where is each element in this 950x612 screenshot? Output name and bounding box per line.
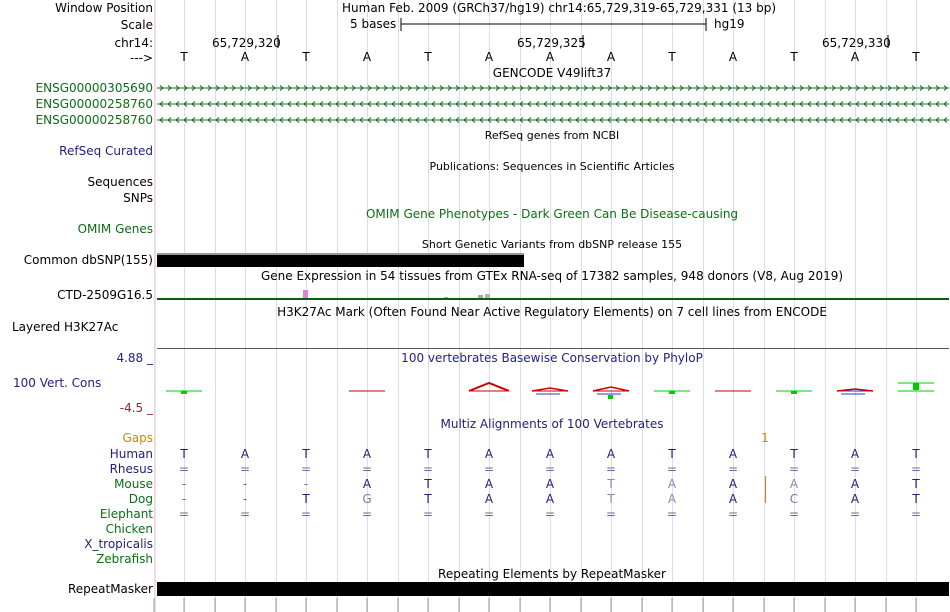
alignment-base: A [850, 447, 860, 461]
sequences-track-label[interactable]: Sequences [87, 175, 153, 189]
repeatmasker-track-title: Repeating Elements by RepeatMasker [438, 567, 666, 581]
alignment-base: = [422, 507, 434, 521]
species-label[interactable]: Zebrafish [96, 552, 153, 566]
alignment-base: = [178, 462, 190, 476]
reference-base: A [484, 50, 494, 64]
phylop-track-label[interactable]: 100 Vert. Cons [13, 376, 102, 390]
alignment-base: A [545, 447, 555, 461]
alignment-base: = [849, 507, 861, 521]
gencode-item-label[interactable]: ENSG00000305690 [35, 81, 153, 95]
alignment-base: T [180, 447, 188, 461]
reference-base: A [240, 50, 250, 64]
gap-count-marker: 1 [761, 431, 769, 445]
strand-arrow-label: ---> [129, 51, 153, 65]
chrom-label: chr14: [114, 36, 153, 50]
phylop-track-title: 100 vertebrates Basewise Conservation by PhyloP [401, 351, 703, 365]
alignment-base: = [300, 507, 312, 521]
alignment-base: T [302, 492, 310, 506]
alignment-base: T [424, 447, 432, 461]
species-label[interactable]: Elephant [99, 507, 153, 521]
alignment-base: = [849, 462, 861, 476]
alignment-base: = [483, 507, 495, 521]
alignment-base: T [424, 477, 432, 491]
alignment-base: T [912, 477, 920, 491]
alignment-base: T [424, 492, 432, 506]
dbsnp-track-title: Short Genetic Variants from dbSNP release 155 [421, 238, 683, 251]
gencode-item-label[interactable]: ENSG00000258760 [35, 97, 153, 111]
alignment-base: = [483, 462, 495, 476]
alignment-base: = [727, 507, 739, 521]
alignment-base: = [361, 462, 373, 476]
reference-base: T [302, 50, 310, 64]
gencode-item-label[interactable]: ENSG00000258760 [35, 113, 153, 127]
gencode-track-title: GENCODE V49lift37 [492, 66, 612, 80]
alignment-base: = [239, 462, 251, 476]
publications-track-title: Publications: Sequences in Scientific Articles [429, 160, 675, 173]
reference-base: A [728, 50, 738, 64]
alignment-base: T [302, 447, 310, 461]
alignment-base: C [789, 492, 799, 506]
alignment-base: = [361, 507, 373, 521]
alignment-base: A [728, 477, 738, 491]
alignment-base: = [300, 462, 312, 476]
h3k27ac-track-title: H3K27Ac Mark (Often Found Near Active Regulatory Elements) on 7 cell lines from ENCODE [277, 305, 827, 319]
gaps-label[interactable]: Gaps [122, 431, 153, 445]
dbsnp-track-label[interactable]: Common dbSNP(155) [23, 253, 153, 267]
phylop-min-label: -4.5 _ [119, 401, 153, 415]
alignment-base: A [545, 477, 555, 491]
window-position-value: Human Feb. 2009 (GRCh37/hg19) chr14:65,729,319-65,729,331 (13 bp) [342, 1, 777, 15]
omim-track-label[interactable]: OMIM Genes [77, 222, 153, 236]
alignment-base: A [850, 492, 860, 506]
alignment-base: = [788, 462, 800, 476]
alignment-base: = [605, 507, 617, 521]
alignment-base: A [545, 492, 555, 506]
reference-base: A [362, 50, 372, 64]
gtex-track-title: Gene Expression in 54 tissues from GTEx RNA-seq of 17382 samples, 948 donors (V8, Aug 2019) [260, 269, 844, 283]
reference-base: A [850, 50, 860, 64]
species-label[interactable]: Mouse [114, 477, 153, 491]
alignment-base: A [850, 477, 860, 491]
alignment-base: A [240, 447, 250, 461]
alignment-base: A [362, 447, 372, 461]
alignment-base: A [484, 492, 494, 506]
alignment-base: - [181, 492, 187, 506]
position-tick-label: 65,729,320 [212, 36, 281, 50]
window-position-label: Window Position [55, 1, 153, 15]
alignment-base: - [181, 477, 187, 491]
alignment-base: - [242, 477, 248, 491]
alignment-base: A [606, 447, 616, 461]
refseq-track-label[interactable]: RefSeq Curated [59, 144, 153, 158]
alignment-base: = [239, 507, 251, 521]
alignment-base: = [544, 507, 556, 521]
reference-base: T [180, 50, 188, 64]
reference-base: T [912, 50, 920, 64]
alignment-base: T [912, 447, 920, 461]
refseq-track-title: RefSeq genes from NCBI [484, 129, 620, 142]
alignment-base: - [242, 492, 248, 506]
alignment-base: A [728, 492, 738, 506]
species-label[interactable]: X_tropicalis [84, 537, 153, 551]
omim-track-title: OMIM Gene Phenotypes - Dark Green Can Be Disease-causing [365, 207, 739, 221]
alignment-base: = [178, 507, 190, 521]
position-tick-label: 65,729,325 [517, 36, 586, 50]
phylop-max-label: 4.88 _ [116, 351, 153, 365]
species-label[interactable]: Dog [128, 492, 153, 506]
reference-base: A [606, 50, 616, 64]
reference-base: A [545, 50, 555, 64]
alignment-base: A [484, 477, 494, 491]
alignment-base: = [788, 507, 800, 521]
alignment-base: - [303, 477, 309, 491]
alignment-base: = [605, 462, 617, 476]
alignment-base: T [607, 492, 615, 506]
alignment-base: A [667, 492, 677, 506]
scale-db: hg19 [714, 17, 745, 31]
species-label[interactable]: Rhesus [109, 462, 153, 476]
alignment-base: A [789, 477, 799, 491]
alignment-base: = [910, 462, 922, 476]
reference-base: T [668, 50, 676, 64]
scale-value: 5 bases [350, 17, 397, 31]
alignment-base: A [728, 447, 738, 461]
alignment-base: A [667, 477, 677, 491]
alignment-base: = [666, 462, 678, 476]
scale-label: Scale [120, 18, 153, 32]
h3k27ac-track-label[interactable]: Layered H3K27Ac [12, 320, 119, 334]
alignment-base: T [607, 477, 615, 491]
alignment-base: = [544, 462, 556, 476]
alignment-base: A [484, 447, 494, 461]
species-label[interactable]: Human [109, 447, 153, 461]
alignment-base: T [790, 447, 798, 461]
reference-base: T [424, 50, 432, 64]
alignment-base: A [362, 477, 372, 491]
species-label[interactable]: Chicken [105, 522, 153, 536]
alignment-base: = [666, 507, 678, 521]
alignment-base: G [362, 492, 372, 506]
snps-track-label[interactable]: SNPs [123, 191, 153, 205]
alignment-base: = [422, 462, 434, 476]
gtex-track-label[interactable]: CTD-2509G16.5 [57, 288, 153, 302]
multiz-track-title: Multiz Alignments of 100 Vertebrates [440, 417, 664, 431]
alignment-base: = [910, 507, 922, 521]
repeatmasker-track-label[interactable]: RepeatMasker [67, 582, 153, 596]
alignment-base: = [727, 462, 739, 476]
position-tick-label: 65,729,330 [822, 36, 891, 50]
alignment-base: T [668, 447, 676, 461]
alignment-base: T [912, 492, 920, 506]
reference-base: T [790, 50, 798, 64]
